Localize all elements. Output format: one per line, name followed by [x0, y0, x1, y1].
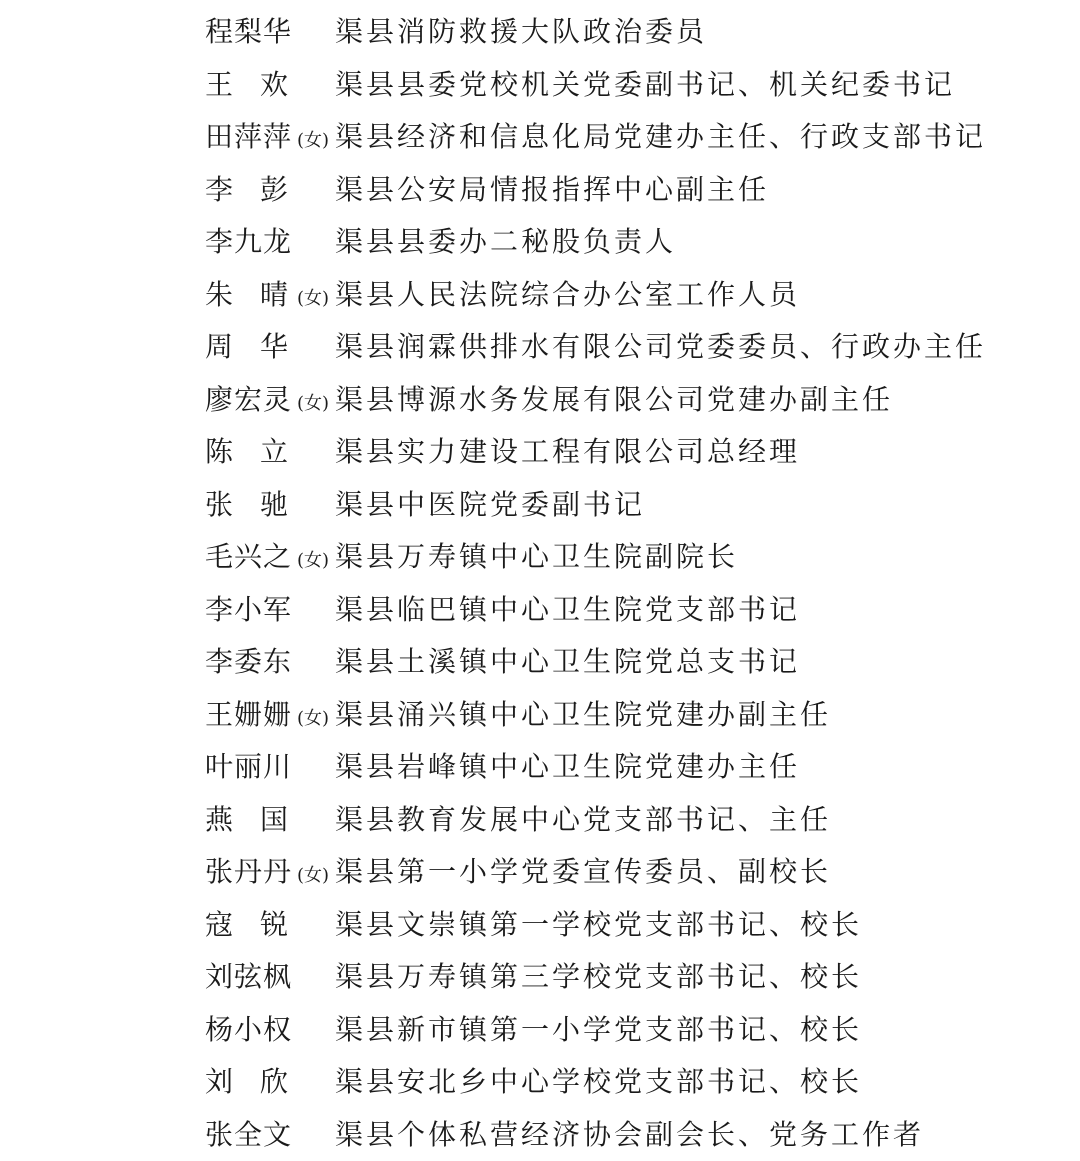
- person-name: 刘弦枫: [205, 951, 289, 1004]
- roster-row: [205, 6, 1065, 59]
- roster-row: [205, 164, 1065, 217]
- person-name: 王欢: [205, 59, 289, 112]
- personnel-roster: [205, 6, 1065, 1161]
- person-name: 周华: [205, 321, 289, 374]
- roster-row: [205, 479, 1065, 532]
- female-mark: (女): [297, 693, 329, 746]
- person-name: 杨小权: [205, 1004, 289, 1057]
- person-name: 李九龙: [205, 216, 289, 269]
- person-name: 张驰: [205, 479, 289, 532]
- roster-row: [205, 321, 1065, 374]
- person-title: 渠县经济和信息化局党建办主任、行政支部书记: [335, 111, 986, 164]
- person-title: 渠县万寿镇第三学校党支部书记、校长: [335, 951, 862, 1004]
- person-title: 渠县博源水务发展有限公司党建办副主任: [335, 374, 893, 427]
- person-title: 渠县涌兴镇中心卫生院党建办副主任: [335, 689, 831, 742]
- roster-row: [205, 1004, 1065, 1057]
- person-title: 渠县岩峰镇中心卫生院党建办主任: [335, 741, 800, 794]
- roster-row: [205, 636, 1065, 689]
- person-name: 陈立: [205, 426, 289, 479]
- roster-row: [205, 689, 1065, 742]
- roster-row: [205, 59, 1065, 112]
- roster-row: [205, 794, 1065, 847]
- person-title: 渠县消防救援大队政治委员: [335, 6, 707, 59]
- person-title: 渠县润霖供排水有限公司党委委员、行政办主任: [335, 321, 986, 374]
- person-title: 渠县公安局情报指挥中心副主任: [335, 164, 769, 217]
- person-title: 渠县县委党校机关党委副书记、机关纪委书记: [335, 59, 955, 112]
- roster-row: [205, 374, 1065, 427]
- roster-row: [205, 951, 1065, 1004]
- roster-row: [205, 531, 1065, 584]
- person-title: 渠县实力建设工程有限公司总经理: [335, 426, 800, 479]
- person-title: 渠县中医院党委副书记: [335, 479, 645, 532]
- female-mark: (女): [297, 273, 329, 326]
- person-title: 渠县教育发展中心党支部书记、主任: [335, 794, 831, 847]
- roster-row: [205, 899, 1065, 952]
- roster-row: [205, 584, 1065, 637]
- person-title: 渠县安北乡中心学校党支部书记、校长: [335, 1056, 862, 1109]
- person-name: 毛兴之: [205, 531, 289, 584]
- person-name: 李小军: [205, 584, 289, 637]
- roster-row: [205, 1109, 1065, 1161]
- roster-row: [205, 426, 1065, 479]
- person-name: 张全文: [205, 1109, 289, 1161]
- person-title: 渠县县委办二秘股负责人: [335, 216, 676, 269]
- person-title: 渠县第一小学党委宣传委员、副校长: [335, 846, 831, 899]
- person-title: 渠县个体私营经济协会副会长、党务工作者: [335, 1109, 924, 1161]
- person-name: 程梨华: [205, 6, 289, 59]
- person-title: 渠县文崇镇第一学校党支部书记、校长: [335, 899, 862, 952]
- person-name: 寇锐: [205, 899, 289, 952]
- female-mark: (女): [297, 378, 329, 431]
- roster-row: [205, 111, 1065, 164]
- roster-row: [205, 741, 1065, 794]
- person-name: 刘欣: [205, 1056, 289, 1109]
- person-name: 张丹丹: [205, 846, 289, 899]
- person-name: 燕国: [205, 794, 289, 847]
- person-title: 渠县万寿镇中心卫生院副院长: [335, 531, 738, 584]
- person-title: 渠县新市镇第一小学党支部书记、校长: [335, 1004, 862, 1057]
- person-name: 朱晴: [205, 269, 289, 322]
- female-mark: (女): [297, 535, 329, 588]
- person-title: 渠县土溪镇中心卫生院党总支书记: [335, 636, 800, 689]
- person-title: 渠县人民法院综合办公室工作人员: [335, 269, 800, 322]
- person-name: 廖宏灵: [205, 374, 289, 427]
- roster-row: [205, 846, 1065, 899]
- person-title: 渠县临巴镇中心卫生院党支部书记: [335, 584, 800, 637]
- female-mark: (女): [297, 850, 329, 903]
- person-name: 叶丽川: [205, 741, 289, 794]
- roster-row: [205, 216, 1065, 269]
- female-mark: (女): [297, 115, 329, 168]
- person-name: 李委东: [205, 636, 289, 689]
- roster-row: [205, 1056, 1065, 1109]
- person-name: 田萍萍: [205, 111, 289, 164]
- person-name: 李彭: [205, 164, 289, 217]
- person-name: 王姗姗: [205, 689, 289, 742]
- roster-row: [205, 269, 1065, 322]
